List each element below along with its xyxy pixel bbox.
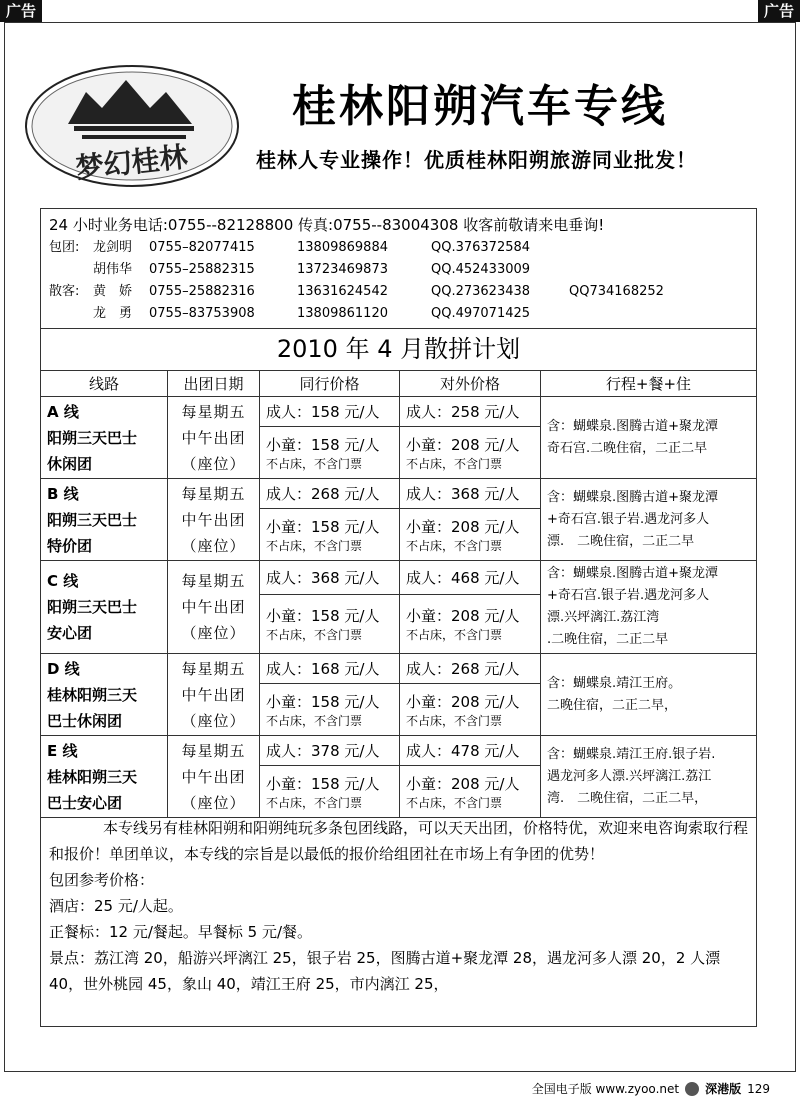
contact-tel: 0755–82077415 [149,240,255,255]
route-line: 阳朔三天巴士 [47,428,138,447]
notes-meals: 正餐标：12 元/餐起。早餐标 5 元/餐。 [49,923,313,941]
itinerary-cell [541,654,757,736]
itinerary-cell [541,736,757,818]
notes-block [40,809,757,1027]
child-public-price-cell [400,427,541,479]
child-note: 不占床，不含门票 [406,713,503,728]
child-note: 不占床，不含门票 [406,538,503,553]
table-header-row [41,371,757,397]
date-line: 中午出团 [181,428,246,447]
route-line: 阳朔三天巴士 [47,510,138,529]
adult-peer-price: 成人：378 元/人 [260,736,400,766]
date-line: 每星期五 [181,741,246,760]
itinerary-line: 漂.兴坪漓江.荔江湾 [547,610,660,625]
adult-peer-price: 成人：158 元/人 [260,397,400,427]
table-row [41,479,757,509]
contact-row [49,303,748,325]
adult-public-price: 成人：478 元/人 [400,736,541,766]
logo [22,62,242,190]
contact-tel: 0755–83753908 [149,306,255,321]
contact-label [49,259,93,281]
itinerary-line: 含：蝴蝶泉.靖江王府。 [547,675,682,691]
table-row [41,654,757,684]
contact-row [49,259,748,281]
contact-mobile: 13809861120 [297,306,388,321]
route-line: 休闲团 [47,454,93,473]
route-line: C 线 [47,572,79,590]
route-line: 阳朔三天巴士 [47,598,138,616]
child-peer-price: 小童：158 元/人 [266,517,380,536]
child-public-price-cell [400,595,541,654]
child-peer-price: 小童：158 元/人 [266,607,380,625]
route-line: 特价团 [47,536,93,555]
contact-label: 包团: [49,240,80,255]
contact-mobile: 13631624542 [297,284,388,299]
child-note: 不占床，不含门票 [266,713,363,728]
date-cell [168,479,260,561]
itinerary-line: 遇龙河多人漂.兴坪漓江.荔江 [547,768,712,784]
contact-mobile: 13809869884 [297,240,388,255]
child-public-price-cell [400,509,541,561]
route-line: 巴士休闲团 [47,711,123,730]
route-line: E 线 [47,741,78,760]
table-row [41,736,757,766]
child-note: 不占床，不含门票 [406,456,503,471]
hotline-text: 24 小时业务电话:0755--82128800 传真:0755--83004308 收客前敬请来电垂询! [49,216,605,234]
child-public-price: 小童：208 元/人 [406,607,520,625]
child-peer-price: 小童：158 元/人 [266,692,380,711]
child-note: 不占床，不含门票 [266,456,363,471]
date-line: 每星期五 [181,402,246,421]
plan-body [41,397,757,818]
itinerary-line: +奇石宫.银子岩.遇龙河多人 [547,511,710,527]
contact-row [49,281,748,303]
ad-tag-left: 广告 [0,0,42,22]
route-cell [41,397,168,479]
contact-qq: QQ.497071425 [431,306,531,321]
publication-logo-icon [685,1082,699,1096]
route-line: 桂林阳朔三天 [47,685,138,704]
child-public-price-cell [400,684,541,736]
contact-block [40,208,757,328]
child-peer-price: 小童：158 元/人 [266,435,380,454]
logo-text: 梦幻桂林 [74,140,189,185]
date-cell [168,561,260,654]
date-line: 中午出团 [181,598,246,616]
itinerary-cell [541,561,757,654]
adult-peer-price: 成人：168 元/人 [260,654,400,684]
child-note: 不占床，不含门票 [266,538,363,553]
notes-ref-title: 包团参考价格： [49,871,155,889]
ad-tag-right: 广告 [758,0,800,22]
plan-table [40,370,757,818]
footer [532,1080,770,1097]
date-cell [168,397,260,479]
adult-public-price: 成人：268 元/人 [400,654,541,684]
route-cell [41,736,168,818]
date-line: 中午出团 [181,685,246,704]
contact-qq: QQ.452433009 [431,262,531,277]
child-peer-price-cell [260,595,400,654]
contact-label: 散客: [49,284,80,299]
date-cell [168,654,260,736]
itinerary-line: 含：蝴蝶泉.图腾古道+聚龙潭 [547,566,719,581]
itinerary-line: 含：蝴蝶泉.靖江王府.银子岩. [547,746,716,762]
child-peer-price-cell [260,684,400,736]
adult-public-price: 成人：258 元/人 [400,397,541,427]
contact-name: 龙 勇 [93,306,133,321]
child-note: 不占床，不含门票 [266,795,363,810]
contact-name: 龙剑明 [93,240,133,255]
header-public-price: 对外价格 [400,371,541,397]
table-row [41,397,757,427]
date-line: 每星期五 [181,572,246,590]
date-line: 中午出团 [181,510,246,529]
page-subtitle: 桂林人专业操作！优质桂林阳朔旅游同业批发！ [256,148,697,172]
route-line: B 线 [47,484,79,503]
notes-sights: 景点：荔江湾 20，船游兴坪漓江 25，银子岩 25，图腾古道+聚龙潭 28，遇龙河多人漂 20，2 人漂 40，世外桃园 45，象山 40，靖江王府 25，市内漓江 25， [49,949,721,993]
contact-row [49,237,748,259]
itinerary-line: 漂. 二晚住宿，二正二早 [547,533,695,549]
child-peer-price-cell [260,509,400,561]
child-public-price: 小童：208 元/人 [406,517,520,536]
adult-peer-price: 成人：368 元/人 [260,561,400,595]
date-line: （座位） [181,793,246,812]
child-public-price: 小童：208 元/人 [406,435,520,454]
contact-tel: 0755–25882315 [149,262,255,277]
date-line: （座位） [181,454,246,473]
page-number: 129 [747,1081,770,1096]
date-line: （座位） [181,536,246,555]
adult-public-price: 成人：368 元/人 [400,479,541,509]
route-line: D 线 [47,659,80,678]
adult-public-price: 成人：468 元/人 [400,561,541,595]
child-note: 不占床，不含门票 [406,795,503,810]
child-public-price: 小童：208 元/人 [406,774,520,793]
child-note: 不占床，不含门票 [406,628,503,642]
child-peer-price: 小童：158 元/人 [266,774,380,793]
date-line: 每星期五 [181,484,246,503]
itinerary-line: 奇石宫.二晚住宿，二正二早 [547,440,708,456]
plan-title: 2010 年 4 月散拼计划 [40,328,757,370]
child-public-price: 小童：208 元/人 [406,692,520,711]
date-cell [168,736,260,818]
contact-qq: QQ.376372584 [431,240,531,255]
footer-site: 全国电子版 www.zyoo.net [531,1082,680,1096]
contact-qq-extra: QQ734168252 [569,284,664,299]
adult-peer-price: 成人：268 元/人 [260,479,400,509]
itinerary-line: 二晚住宿，二正二早， [547,697,678,713]
route-cell [41,479,168,561]
route-line: 安心团 [47,624,93,642]
notes-hotel: 酒店：25 元/人起。 [49,897,183,915]
footer-edition: 深港版 [705,1082,742,1096]
itinerary-line: .二晚住宿，二正二早 [547,632,669,647]
header-itinerary: 行程+餐+住 [541,371,757,397]
contact-label [49,303,93,325]
notes-intro: 本专线另有桂林阳朔和阳朔纯玩多条包团线路，可以天天出团，价格特优，欢迎来电咨询索取行程和报价！单团单议，本专线的宗旨是以最低的报价给组团社在市场上有争团的优势！ [49,819,749,863]
header-date: 出团日期 [168,371,260,397]
contact-mobile: 13723469873 [297,262,388,277]
contact-name: 胡伟华 [93,262,133,277]
child-peer-price-cell [260,427,400,479]
contact-name: 黄 娇 [93,284,133,299]
contact-tel: 0755–25882316 [149,284,255,299]
date-line: （座位） [181,624,246,642]
itinerary-line: +奇石宫.银子岩.遇龙河多人 [547,588,710,603]
route-cell [41,654,168,736]
date-line: 每星期五 [181,659,246,678]
date-line: 中午出团 [181,767,246,786]
itinerary-line: 湾. 二晚住宿，二正二早， [547,790,708,806]
itinerary-cell [541,397,757,479]
table-row [41,561,757,595]
route-line: 桂林阳朔三天 [47,767,138,786]
page-title: 桂林阳朔汽车专线 [292,81,668,132]
header-route: 线路 [41,371,168,397]
contact-qq: QQ.273623438 [431,284,531,299]
route-line: A 线 [47,402,79,421]
itinerary-line: 含：蝴蝶泉.图腾古道+聚龙潭 [547,489,719,505]
route-cell [41,561,168,654]
itinerary-line: 含：蝴蝶泉.图腾古道+聚龙潭 [547,418,719,434]
child-note: 不占床，不含门票 [266,628,363,642]
itinerary-cell [541,479,757,561]
header-peer-price: 同行价格 [260,371,400,397]
date-line: （座位） [181,711,246,730]
route-line: 巴士安心团 [47,793,123,812]
